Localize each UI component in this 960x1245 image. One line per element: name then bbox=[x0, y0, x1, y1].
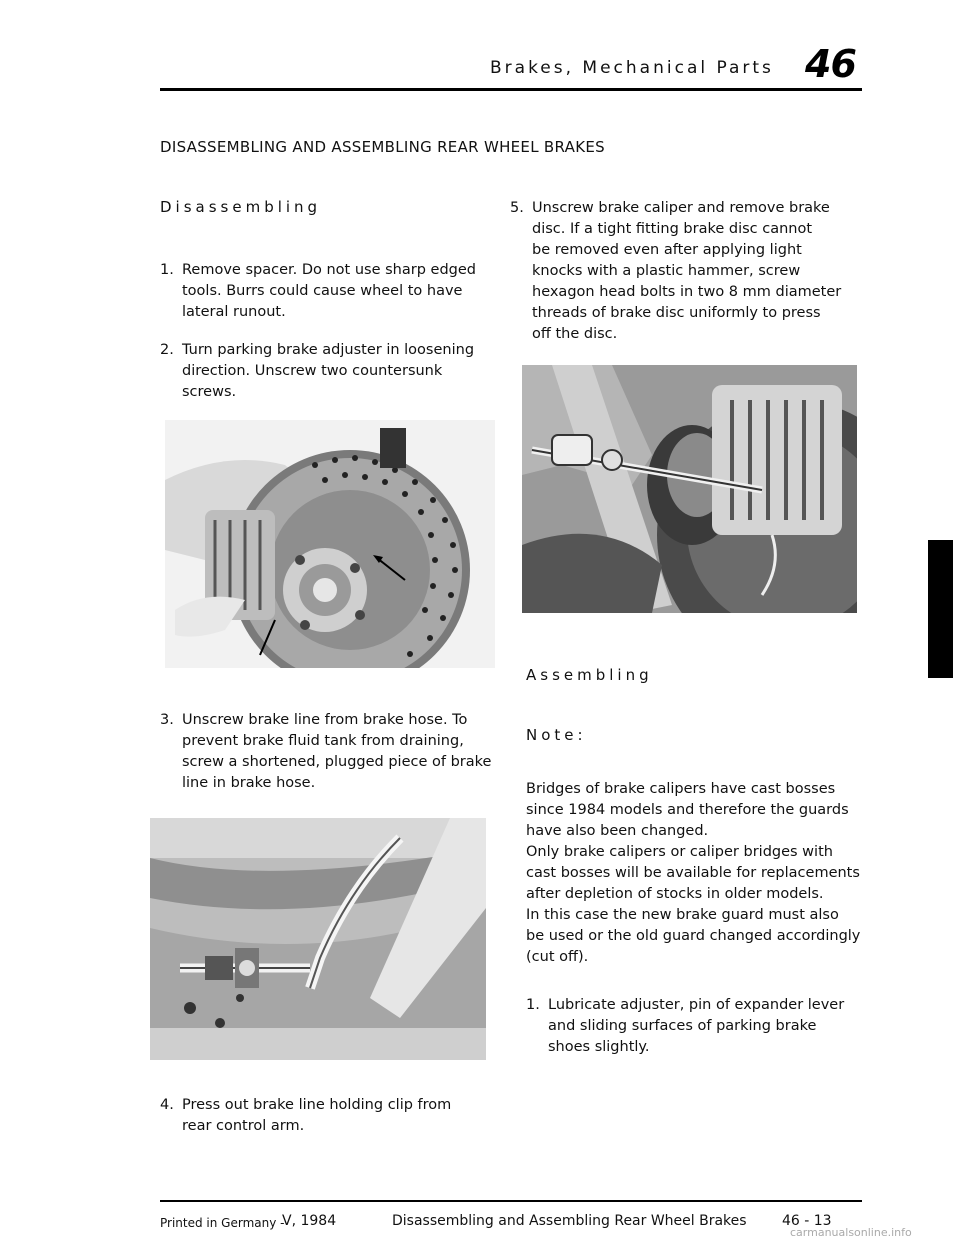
step-line: Unscrew brake caliper and remove brake bbox=[532, 200, 830, 216]
step-number: 3. bbox=[160, 712, 174, 728]
note-line: since 1984 models and therefore the guards bbox=[526, 802, 849, 818]
assembling-heading: Assembling bbox=[526, 666, 653, 684]
step-line: threads of brake disc uniformly to press bbox=[532, 305, 821, 321]
step-line: prevent brake fluid tank from draining, bbox=[182, 733, 464, 749]
section-number: 46 bbox=[805, 42, 856, 86]
caliper-photo bbox=[522, 365, 857, 613]
step-line: lateral runout. bbox=[182, 304, 286, 320]
step-3 bbox=[160, 710, 500, 794]
step-line: rear control arm. bbox=[182, 1118, 305, 1134]
step-line: Press out brake line holding clip from bbox=[182, 1097, 452, 1113]
step-line: direction. Unscrew two countersunk bbox=[182, 363, 443, 379]
footer-watermark: carmanualsonline.info bbox=[790, 1226, 912, 1239]
step-number: 5. bbox=[510, 200, 524, 216]
step-line: disc. If a tight fitting brake disc cannot bbox=[532, 221, 813, 237]
note-label: Note: bbox=[526, 726, 587, 744]
note-line: Only brake calipers or caliper bridges with bbox=[526, 844, 833, 860]
footer-chapter: Disassembling and Assembling Rear Wheel Brakes bbox=[392, 1213, 747, 1229]
step-line: tools. Burrs could cause wheel to have bbox=[182, 283, 463, 299]
step-line: be removed even after applying light bbox=[532, 242, 802, 258]
note-line: Bridges of brake calipers have cast bosses bbox=[526, 781, 836, 797]
step-number: 4. bbox=[160, 1097, 174, 1113]
step-number: 2. bbox=[160, 342, 174, 358]
header-rule bbox=[160, 88, 862, 91]
note-line: (cut off). bbox=[526, 949, 589, 965]
note-line: after depletion of stocks in older models. bbox=[526, 886, 824, 902]
step-line: knocks with a plastic hammer, screw bbox=[532, 263, 801, 279]
step-1 bbox=[160, 260, 500, 323]
page-title: DISASSEMBLING AND ASSEMBLING REAR WHEEL BRAKES bbox=[160, 138, 605, 156]
note-line: cast bosses will be available for replacements bbox=[526, 865, 860, 881]
step-line: Remove spacer. Do not use sharp edged bbox=[182, 262, 476, 278]
brake-line-photo bbox=[150, 818, 486, 1060]
step-4 bbox=[160, 1095, 500, 1137]
section-title: Brakes, Mechanical Parts bbox=[490, 58, 774, 78]
step-line: line in brake hose. bbox=[182, 775, 316, 791]
step-number: 1. bbox=[526, 997, 540, 1013]
step-line: hexagon head bolts in two 8 mm diameter bbox=[532, 284, 842, 300]
brake-disc-photo bbox=[165, 420, 495, 668]
footer-printed: Printed in Germany - bbox=[160, 1216, 285, 1230]
footer-rule bbox=[160, 1200, 862, 1202]
step-line: and sliding surfaces of parking brake bbox=[548, 1018, 817, 1034]
assembling-step-1 bbox=[526, 995, 906, 1058]
step-2 bbox=[160, 340, 500, 403]
step-5 bbox=[510, 198, 890, 345]
note-body bbox=[526, 779, 906, 968]
note-line: be used or the old guard changed accordingly bbox=[526, 928, 861, 944]
section-tab-marker bbox=[928, 540, 953, 678]
step-line: screws. bbox=[182, 384, 237, 400]
step-line: Turn parking brake adjuster in loosening bbox=[182, 342, 475, 358]
note-line: In this case the new brake guard must also bbox=[526, 907, 839, 923]
step-line: off the disc. bbox=[532, 326, 618, 342]
step-line: screw a shortened, plugged piece of brake bbox=[182, 754, 492, 770]
step-line: shoes slightly. bbox=[548, 1039, 650, 1055]
note-line: have also been changed. bbox=[526, 823, 709, 839]
step-line: Unscrew brake line from brake hose. To bbox=[182, 712, 468, 728]
footer-edition: V, 1984 bbox=[282, 1213, 337, 1229]
footer-page-number: 46 - 13 bbox=[782, 1213, 832, 1229]
disassembling-heading: Disassembling bbox=[160, 198, 322, 216]
step-number: 1. bbox=[160, 262, 174, 278]
step-line: Lubricate adjuster, pin of expander lever bbox=[548, 997, 845, 1013]
